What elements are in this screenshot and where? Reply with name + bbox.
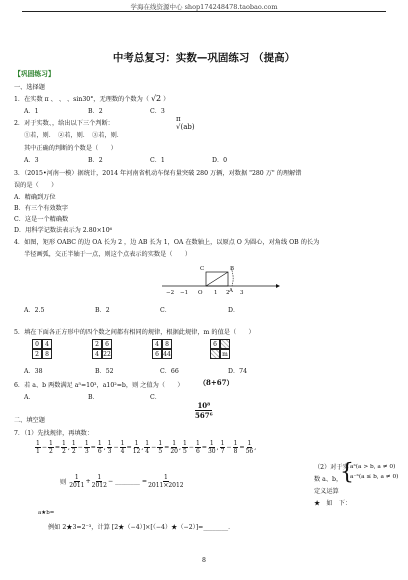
grid-cell: 22 (103, 350, 111, 358)
q7-fill-row: 则 $\frac{1}{2011}$ + $\frac{1}{2012}$ − ________ = $\frac{1}{2011\times 2012}$ (60, 474, 184, 489)
grid-cell: 6 (210, 339, 220, 349)
q7-pattern-row: $\frac{1}{1}$ − $\frac{1}{2}$ = $\frac{1}{2}$ , $\frac{1}{2}$ − $\frac{1}{3}$ = $\frac{1}{6}$ , $\frac{1}{3}$ − $\frac{1}{4}$ = $\frac{1}{12}$ , $\frac{1}{4}$ − $\frac{1}{5}$ = $\frac{1}{20}$ , $\frac{1}{5}$ − $\frac{1}{6}$ = $\frac{1}{30}$ , $\frac{1}{7}$ − $\frac{1}{8}$ = $\frac{1}{56}$ , (36, 440, 257, 455)
q6-fraction-den: 567⁶ (195, 411, 213, 420)
q6-overlay: （8+67） (199, 378, 234, 387)
q1-stem (14, 94, 169, 103)
q7-fill-left-den: 2011 (69, 482, 85, 489)
q5-option-c: C．66 (160, 368, 179, 375)
page-header: 学海在线资源中心 shop174248478.taobao.com (130, 3, 278, 11)
q7-part2-label: （2）对于实 (314, 464, 349, 471)
grid-cell: 44 (163, 350, 171, 358)
grid-cell: 4 (152, 339, 162, 349)
diagonal-ob (206, 272, 228, 286)
tick-label-2: 2 (226, 290, 230, 296)
section-fill: 二、填空题 (14, 417, 45, 424)
q5-option-d: D．74 (228, 368, 248, 375)
point-label-c: C (200, 266, 205, 272)
q5-option-a: A．38 (24, 368, 43, 375)
q2-overlay-icon: π √(ab) (176, 115, 195, 131)
q7-then: 则 (60, 479, 67, 486)
tick-label-origin: O (198, 290, 203, 296)
q3-option-d: D．用科学记数法表示为 2.80×10⁶ (14, 227, 113, 234)
q2-stem: 2．对于实数、，给出以下三个判断： (14, 120, 114, 127)
grid-cell: 2 (32, 349, 42, 359)
q6-option-c: C． (150, 394, 161, 401)
brace-icon: { (340, 460, 354, 485)
q7-fill-mid-den: 2012 (91, 482, 107, 489)
q3-stem: 3．（2015•河南一模）据统计，2014 年河南省机动车保有量突破 280 万辆，对数据 "280 万" 的理解错 (14, 170, 302, 177)
point-label-b: B (230, 266, 235, 272)
q6-fraction (195, 393, 213, 420)
q2-option-b: B．2 (88, 157, 103, 164)
q4-option-c: C． (160, 307, 171, 314)
grid-cell: 4 (92, 349, 102, 359)
q7-blank[interactable]: ________ (115, 478, 140, 485)
page-title: 中考总复习：实数—巩固练习 （提高） (112, 52, 296, 64)
page-number: 8 (202, 557, 206, 564)
q1-stem-tail: ） (163, 96, 170, 103)
section-choice: 一、选择题 (14, 84, 45, 91)
q7-example: 例如 2★3=2⁻³，计算 [2★（−4）]×[（−4）★（−2）]=________． (48, 524, 235, 531)
q2-option-c: C．1 (150, 157, 165, 164)
axis-arrow-icon (276, 284, 280, 288)
q2-option-d: D．0 (212, 157, 228, 164)
q7-fill-right-den: 2011×2012 (148, 482, 184, 489)
grid-cell: 6 (152, 349, 162, 359)
q7-part2-line3: 定义运算 (314, 488, 339, 495)
q7-part2-line4: ★ 如 下： (314, 500, 352, 507)
q7-fill-mid-num: 1 (97, 474, 102, 481)
grid-cell: 4 (42, 339, 52, 349)
q4-option-d: D． (228, 307, 240, 314)
q6-fraction-num: 10⁸ (197, 401, 211, 410)
grid-cell: m (220, 349, 230, 359)
q4-stem: 4．如图，矩形 OABC 的边 OA 长为 2 ，边 AB 长为 1，OA 在数轴上，以原点 O 为圆心，对角线 OB 的长为 (14, 239, 320, 246)
grid-cell-shaded (210, 349, 220, 359)
q5-grid-1 (32, 339, 54, 361)
q2-option-a: A．3 (24, 157, 39, 164)
q1-option-a: A．1 (24, 108, 39, 115)
grid-cell: 2 (92, 339, 102, 349)
q7-part2-line2: 数 a、b， (314, 476, 343, 483)
grid-cell: 8 (162, 339, 172, 349)
sqrt-icon: √2 (150, 94, 162, 103)
q7-case2: a⁻ᵇ(a ≤ b, a ≠ 0) (350, 474, 399, 480)
q1-option-c: C．3 (150, 108, 165, 115)
grid-cell: 0 (32, 339, 42, 349)
q6-option-a: A． (24, 394, 35, 401)
q3-option-b: B．有三个有效数字 (14, 205, 69, 212)
q7-stem: 7．（1）先找规律，再填数： (14, 430, 94, 437)
q7-case1: aᵇ(a > b, a ≠ 0) (350, 464, 396, 470)
q6-stem: 6．若 a、b 两数满足 a⁵=10³，a10²=b，则 之值为（ ） (14, 382, 184, 389)
q4-number-line-figure (160, 258, 280, 300)
tick-label-neg1: −1 (180, 290, 189, 296)
q2-items: ①若，则． ②若，则． ③若，则． (24, 132, 123, 139)
grid-cell: 8 (42, 349, 52, 359)
q5-grid-4 (210, 339, 232, 361)
q7-fill-right-num: 1 (163, 474, 168, 481)
q7-eq: = (141, 478, 148, 485)
q4-option-b: B．2 (95, 307, 110, 314)
q6-option-b: B． (88, 394, 99, 401)
grid-cell: 6 (102, 339, 112, 349)
q4-stem2: 半径画弧，交正半轴于一点，则这个点表示的实数是（ ） (24, 251, 192, 258)
tick-label-3: 3 (240, 290, 244, 296)
q1-stem-text: 1．在实数 π 、 、 、sin30°，无理数的个数为（ (14, 96, 149, 103)
q5-grid-3 (152, 339, 174, 361)
q3-option-c: C．这是一个精确数 (14, 216, 69, 223)
q2-ask: 其中正确的判断的个数是（ ） (24, 145, 117, 152)
q1-option-b: B．2 (88, 108, 103, 115)
tick-label-1: 1 (214, 290, 218, 296)
point-label-a: A (229, 288, 233, 294)
header-divider (22, 11, 386, 12)
section-practice: 【巩固练习】 (14, 70, 55, 78)
q4-option-a: A．2.5 (24, 307, 45, 314)
grid-cell-shaded (220, 339, 230, 349)
tick-label-neg2: −2 (166, 290, 175, 296)
q5-stem: 5．填在下面各正方形中的四个数之间都有相同的规律，根据此规律，m 的值是（ ） (14, 329, 255, 336)
q7-small-def: a★b= (38, 510, 55, 516)
q3-stem2: 误的是（ ） (14, 182, 58, 189)
q7-fill-left-num: 1 (74, 474, 79, 481)
q5-option-b: B．52 (95, 368, 114, 375)
q3-option-a: A．精确到万位 (14, 194, 56, 201)
q5-grid-2 (92, 339, 114, 361)
